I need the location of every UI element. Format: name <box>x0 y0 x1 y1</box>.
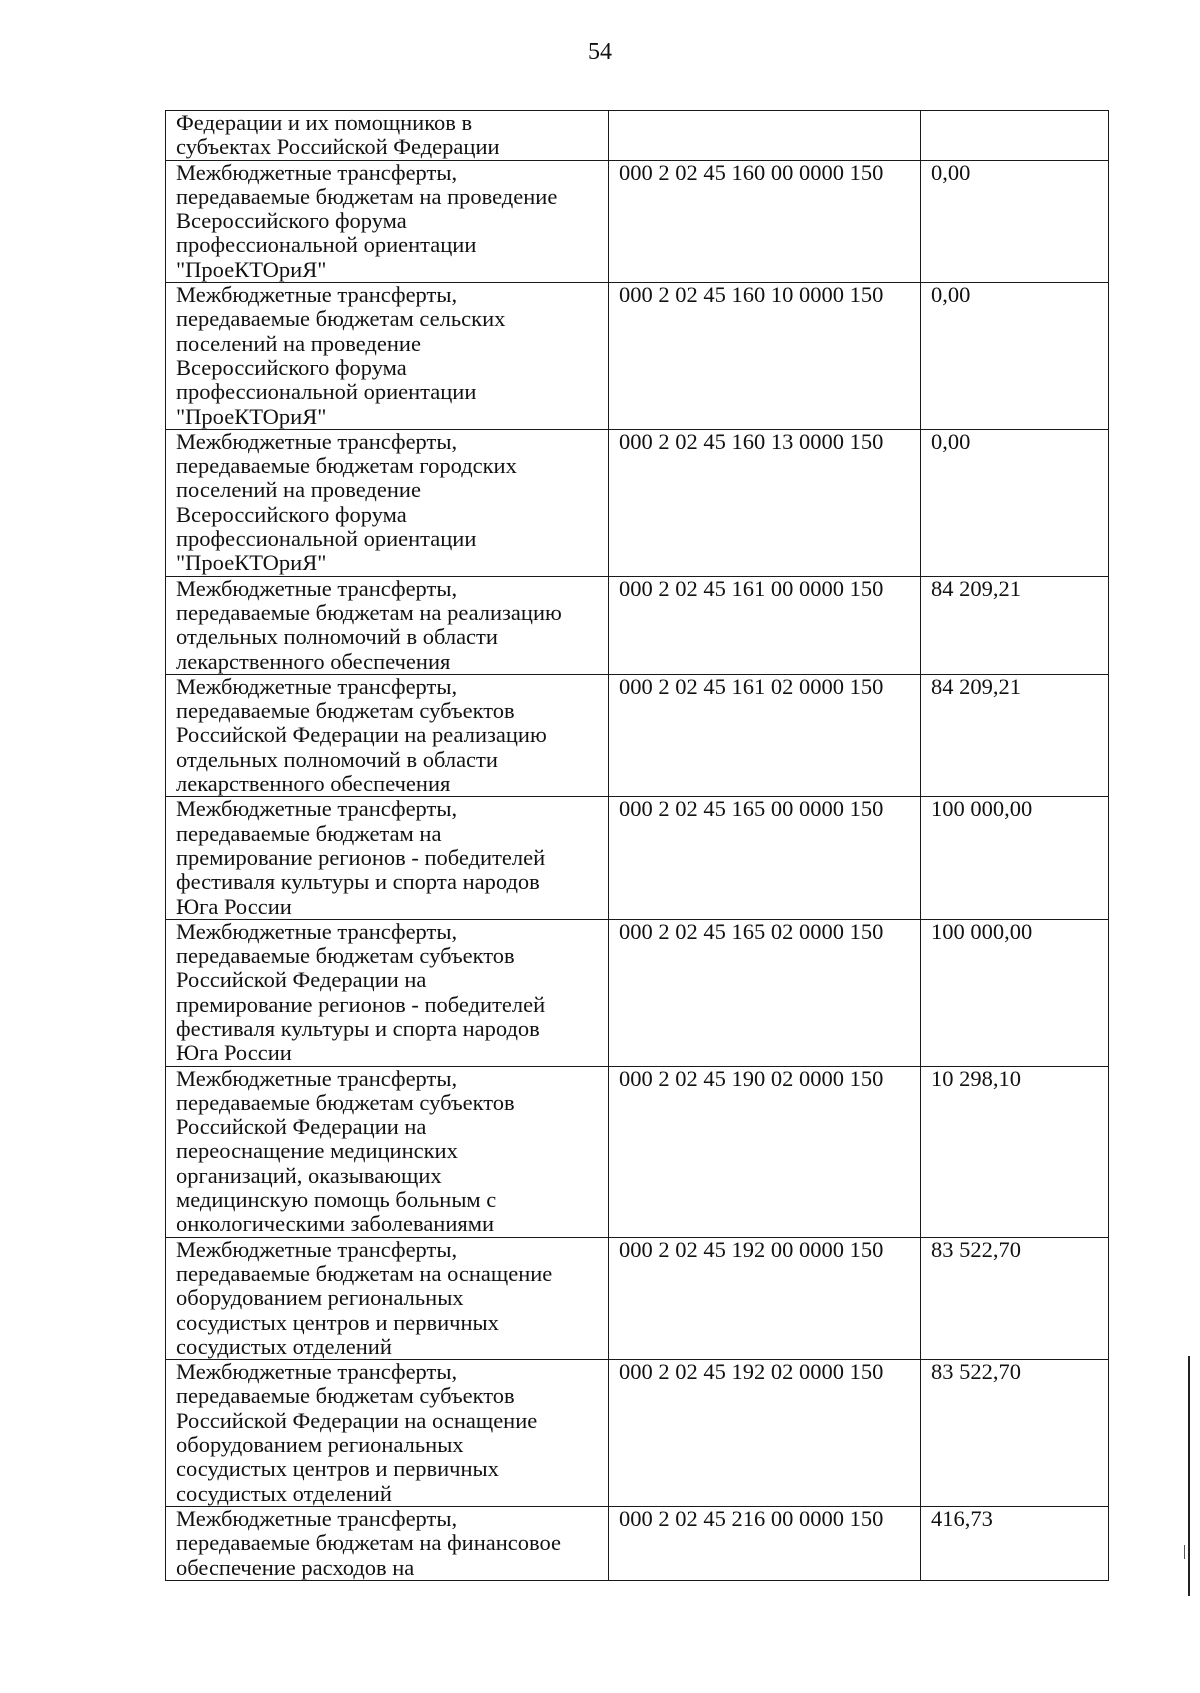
row-budget-code: 000 2 02 45 190 02 0000 150 <box>609 1066 921 1237</box>
table-row <box>166 919 1109 1066</box>
row-amount: 0,00 <box>921 283 1109 430</box>
table-row <box>166 160 1109 282</box>
row-description: Межбюджетные трансферты, передаваемые бюджетам субъектов Российской Федерации на премирование регионов - победителей фестиваля культуры и спорта народов Юга России <box>166 919 609 1066</box>
row-budget-code: 000 2 02 45 192 02 0000 150 <box>609 1360 921 1507</box>
row-amount: 10 298,10 <box>921 1066 1109 1237</box>
row-description: Федерации и их помощников в субъектах Российской Федерации <box>166 111 609 161</box>
row-amount: 83 522,70 <box>921 1360 1109 1507</box>
scan-margin-line <box>1188 1356 1190 1596</box>
row-budget-code: 000 2 02 45 165 02 0000 150 <box>609 919 921 1066</box>
row-description: Межбюджетные трансферты, передаваемые бюджетам на финансовое обеспечение расходов на <box>166 1506 609 1580</box>
row-amount: 0,00 <box>921 160 1109 282</box>
row-amount: 84 209,21 <box>921 674 1109 796</box>
row-description: Межбюджетные трансферты, передаваемые бюджетам на оснащение оборудованием региональных сосудистых центров и первичных сосудистых отделений <box>166 1237 609 1359</box>
table-row <box>166 1066 1109 1237</box>
budget-table <box>165 110 1109 1581</box>
row-description: Межбюджетные трансферты, передаваемые бюджетам городских поселений на проведение Всероссийского форума профессиональной ориентации "ПроеКТОриЯ" <box>166 429 609 576</box>
table-row <box>166 1237 1109 1359</box>
row-amount: 100 000,00 <box>921 797 1109 919</box>
row-budget-code: 000 2 02 45 192 00 0000 150 <box>609 1237 921 1359</box>
row-budget-code: 000 2 02 45 160 00 0000 150 <box>609 160 921 282</box>
row-amount <box>921 111 1109 161</box>
table-row <box>166 283 1109 430</box>
row-budget-code: 000 2 02 45 160 13 0000 150 <box>609 429 921 576</box>
row-budget-code: 000 2 02 45 161 00 0000 150 <box>609 576 921 674</box>
row-description: Межбюджетные трансферты, передаваемые бюджетам субъектов Российской Федерации на оснащение оборудованием региональных сосудистых центров и первичных сосудистых отделений <box>166 1360 609 1507</box>
row-description: Межбюджетные трансферты, передаваемые бюджетам субъектов Российской Федерации на переоснащение медицинских организаций, оказывающих медицинскую помощь больным с онкологическими заболеваниями <box>166 1066 609 1237</box>
row-amount: 416,73 <box>921 1506 1109 1580</box>
row-amount: 0,00 <box>921 429 1109 576</box>
row-amount: 84 209,21 <box>921 576 1109 674</box>
row-budget-code <box>609 111 921 161</box>
row-description: Межбюджетные трансферты, передаваемые бюджетам на реализацию отдельных полномочий в области лекарственного обеспечения <box>166 576 609 674</box>
row-amount: 83 522,70 <box>921 1237 1109 1359</box>
row-budget-code: 000 2 02 45 161 02 0000 150 <box>609 674 921 796</box>
table-row <box>166 111 1109 161</box>
table-row <box>166 429 1109 576</box>
row-description: Межбюджетные трансферты, передаваемые бюджетам на премирование регионов - победителей фестиваля культуры и спорта народов Юга России <box>166 797 609 919</box>
page-number: 54 <box>588 39 612 65</box>
table-row <box>166 576 1109 674</box>
row-description: Межбюджетные трансферты, передаваемые бюджетам сельских поселений на проведение Всероссийского форума профессиональной ориентации "ПроеКТОриЯ" <box>166 283 609 430</box>
row-description: Межбюджетные трансферты, передаваемые бюджетам на проведение Всероссийского форума профессиональной ориентации "ПроеКТОриЯ" <box>166 160 609 282</box>
row-amount: 100 000,00 <box>921 919 1109 1066</box>
scan-margin-tick <box>1184 1545 1185 1559</box>
table-row <box>166 674 1109 796</box>
table-row <box>166 1506 1109 1580</box>
row-description: Межбюджетные трансферты, передаваемые бюджетам субъектов Российской Федерации на реализацию отдельных полномочий в области лекарственного обеспечения <box>166 674 609 796</box>
table-row <box>166 1360 1109 1507</box>
row-budget-code: 000 2 02 45 216 00 0000 150 <box>609 1506 921 1580</box>
row-budget-code: 000 2 02 45 160 10 0000 150 <box>609 283 921 430</box>
table-row <box>166 797 1109 919</box>
row-budget-code: 000 2 02 45 165 00 0000 150 <box>609 797 921 919</box>
